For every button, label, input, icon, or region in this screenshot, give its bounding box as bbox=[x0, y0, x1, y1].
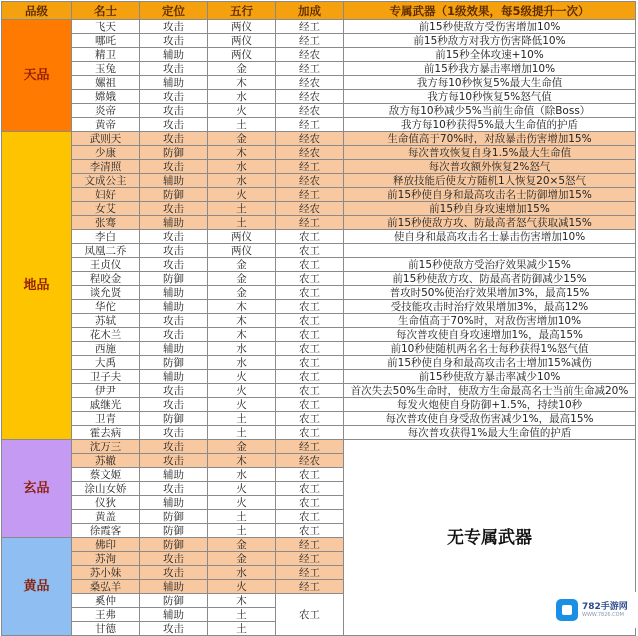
hero-element: 土 bbox=[208, 426, 276, 440]
hero-bonus: 经工 bbox=[276, 62, 344, 76]
hero-role: 辅助 bbox=[140, 216, 208, 230]
no-exclusive-weapon: 无专属武器 bbox=[344, 440, 636, 636]
hero-name: 徐霞客 bbox=[72, 524, 140, 538]
hero-element: 火 bbox=[208, 580, 276, 594]
hero-element: 金 bbox=[208, 132, 276, 146]
table-row bbox=[2, 188, 636, 202]
hero-name: 李白 bbox=[72, 230, 140, 244]
hero-name: 戚继光 bbox=[72, 398, 140, 412]
hero-role: 攻击 bbox=[140, 118, 208, 132]
hero-name: 炎帝 bbox=[72, 104, 140, 118]
hero-bonus: 经农 bbox=[276, 454, 344, 468]
header-name: 名士 bbox=[72, 2, 140, 20]
hero-role: 攻击 bbox=[140, 202, 208, 216]
hero-name: 奚仲 bbox=[72, 594, 140, 608]
exclusive-weapon-effect: 前15秒使敌方暴击率减少10% bbox=[344, 370, 636, 384]
hero-element: 土 bbox=[208, 216, 276, 230]
table-row bbox=[2, 286, 636, 300]
hero-bonus: 经农 bbox=[276, 76, 344, 90]
hero-role: 攻击 bbox=[140, 258, 208, 272]
hero-role: 辅助 bbox=[140, 286, 208, 300]
hero-bonus: 农工 bbox=[276, 230, 344, 244]
hero-role: 辅助 bbox=[140, 496, 208, 510]
table-row bbox=[2, 34, 636, 48]
hero-bonus: 经农 bbox=[276, 90, 344, 104]
table-row bbox=[2, 62, 636, 76]
hero-name: 仪狄 bbox=[72, 496, 140, 510]
hero-bonus: 农工 bbox=[276, 328, 344, 342]
hero-role: 攻击 bbox=[140, 104, 208, 118]
hero-role: 防御 bbox=[140, 524, 208, 538]
exclusive-weapon-effect: 前15秒使敌方受伤害增加10% bbox=[344, 20, 636, 34]
exclusive-weapon-effect: 每次普攻获得1%最大生命值的护盾 bbox=[344, 426, 636, 440]
hero-element: 土 bbox=[208, 622, 276, 636]
hero-bonus: 农工 bbox=[276, 482, 344, 496]
table-row bbox=[2, 202, 636, 216]
hero-element: 土 bbox=[208, 412, 276, 426]
hero-bonus: 经工 bbox=[276, 188, 344, 202]
exclusive-weapon-effect: 每发火炮使自身防御+1.5%，持续10秒 bbox=[344, 398, 636, 412]
table-row bbox=[2, 174, 636, 188]
exclusive-weapon-effect: 普攻时50%使治疗效果增加3%，最高15% bbox=[344, 286, 636, 300]
table-row bbox=[2, 104, 636, 118]
hero-element: 土 bbox=[208, 510, 276, 524]
hero-name: 凤凰二乔 bbox=[72, 244, 140, 258]
header-tier: 品级 bbox=[2, 2, 72, 20]
table-row bbox=[2, 160, 636, 174]
hero-bonus: 经农 bbox=[276, 174, 344, 188]
hero-name: 王贞仪 bbox=[72, 258, 140, 272]
table-row bbox=[2, 20, 636, 34]
header-role: 定位 bbox=[140, 2, 208, 20]
hero-role: 攻击 bbox=[140, 384, 208, 398]
hero-element: 水 bbox=[208, 566, 276, 580]
hero-bonus: 农工 bbox=[276, 286, 344, 300]
hero-element: 水 bbox=[208, 356, 276, 370]
table-row bbox=[2, 412, 636, 426]
exclusive-weapon-effect: 每次普攻额外恢复2%怒气 bbox=[344, 160, 636, 174]
hero-role: 攻击 bbox=[140, 426, 208, 440]
hero-name: 苏洵 bbox=[72, 552, 140, 566]
hero-element: 两仪 bbox=[208, 48, 276, 62]
exclusive-weapon-effect: 我方每10秒恢复5%怒气值 bbox=[344, 90, 636, 104]
hero-role: 攻击 bbox=[140, 90, 208, 104]
hero-role: 辅助 bbox=[140, 342, 208, 356]
hero-name: 卫青 bbox=[72, 412, 140, 426]
hero-element: 金 bbox=[208, 272, 276, 286]
hero-role: 攻击 bbox=[140, 244, 208, 258]
tier-label: 黄品 bbox=[2, 538, 72, 636]
hero-role: 防御 bbox=[140, 272, 208, 286]
table-row bbox=[2, 76, 636, 90]
hero-element: 木 bbox=[208, 146, 276, 160]
hero-role: 攻击 bbox=[140, 34, 208, 48]
hero-bonus: 农工 bbox=[276, 412, 344, 426]
hero-bonus: 经工 bbox=[276, 216, 344, 230]
hero-role: 攻击 bbox=[140, 566, 208, 580]
hero-bonus: 经工 bbox=[276, 34, 344, 48]
hero-role: 攻击 bbox=[140, 552, 208, 566]
hero-role: 攻击 bbox=[140, 314, 208, 328]
table-row bbox=[2, 398, 636, 412]
table-row bbox=[2, 328, 636, 342]
hero-bonus: 农工 bbox=[276, 314, 344, 328]
hero-bonus: 农工 bbox=[276, 244, 344, 258]
hero-name: 苏辙 bbox=[72, 454, 140, 468]
exclusive-weapon-effect: 敌方每10秒减少5%当前生命值（除Boss） bbox=[344, 104, 636, 118]
hero-bonus: 经工 bbox=[276, 118, 344, 132]
hero-name: 哪吒 bbox=[72, 34, 140, 48]
hero-name: 飞天 bbox=[72, 20, 140, 34]
hero-bonus: 农工 bbox=[276, 342, 344, 356]
hero-name: 嫘祖 bbox=[72, 76, 140, 90]
hero-bonus: 农工 bbox=[276, 356, 344, 370]
exclusive-weapon-effect: 每次普攻使自身攻速增加1%，最高15% bbox=[344, 328, 636, 342]
hero-bonus: 农工 bbox=[276, 426, 344, 440]
hero-name: 黄帝 bbox=[72, 118, 140, 132]
table-row bbox=[2, 384, 636, 398]
hero-element: 金 bbox=[208, 552, 276, 566]
hero-bonus: 经农 bbox=[276, 146, 344, 160]
header-bonus: 加成 bbox=[276, 2, 344, 20]
exclusive-weapon-effect: 前15秒全体攻速+10% bbox=[344, 48, 636, 62]
hero-name: 嫦娥 bbox=[72, 90, 140, 104]
hero-bonus: 农工 bbox=[276, 594, 344, 636]
hero-name: 甘德 bbox=[72, 622, 140, 636]
tier-label: 玄品 bbox=[2, 440, 72, 538]
hero-bonus: 经工 bbox=[276, 538, 344, 552]
hero-name: 少康 bbox=[72, 146, 140, 160]
hero-name: 霍去病 bbox=[72, 426, 140, 440]
table-row bbox=[2, 426, 636, 440]
hero-name: 伊尹 bbox=[72, 384, 140, 398]
hero-bonus: 经工 bbox=[276, 160, 344, 174]
exclusive-weapon-effect: 我方每10秒获得5%最大生命值的护盾 bbox=[344, 118, 636, 132]
hero-bonus: 农工 bbox=[276, 524, 344, 538]
hero-element: 水 bbox=[208, 468, 276, 482]
watermark-name: 782手游网 bbox=[582, 602, 628, 612]
hero-role: 防御 bbox=[140, 412, 208, 426]
header-element: 五行 bbox=[208, 2, 276, 20]
hero-element: 金 bbox=[208, 440, 276, 454]
hero-name: 精卫 bbox=[72, 48, 140, 62]
hero-name: 谈允贤 bbox=[72, 286, 140, 300]
hero-element: 火 bbox=[208, 104, 276, 118]
hero-name: 玉兔 bbox=[72, 62, 140, 76]
hero-name: 妇好 bbox=[72, 188, 140, 202]
hero-name: 程咬金 bbox=[72, 272, 140, 286]
hero-bonus: 农工 bbox=[276, 272, 344, 286]
exclusive-weapon-effect: 前15秒使敌方受治疗效果减少15% bbox=[344, 258, 636, 272]
hero-name: 武则天 bbox=[72, 132, 140, 146]
hero-element: 水 bbox=[208, 342, 276, 356]
hero-bonus: 农工 bbox=[276, 384, 344, 398]
table-row bbox=[2, 146, 636, 160]
hero-element: 水 bbox=[208, 174, 276, 188]
hero-role: 攻击 bbox=[140, 440, 208, 454]
header-row bbox=[2, 2, 636, 20]
hero-role: 辅助 bbox=[140, 76, 208, 90]
hero-name: 大禹 bbox=[72, 356, 140, 370]
hero-element: 土 bbox=[208, 608, 276, 622]
hero-element: 火 bbox=[208, 384, 276, 398]
hero-name: 苏小妹 bbox=[72, 566, 140, 580]
hero-role: 防御 bbox=[140, 510, 208, 524]
hero-name: 涂山女娇 bbox=[72, 482, 140, 496]
hero-bonus: 农工 bbox=[276, 496, 344, 510]
table-row bbox=[2, 48, 636, 62]
table-row bbox=[2, 342, 636, 356]
table-row bbox=[2, 118, 636, 132]
tier-label: 天品 bbox=[2, 20, 72, 132]
hero-bonus: 农工 bbox=[276, 510, 344, 524]
hero-bonus: 经工 bbox=[276, 580, 344, 594]
hero-weapon-table bbox=[1, 1, 636, 636]
hero-name: 华佗 bbox=[72, 300, 140, 314]
hero-role: 攻击 bbox=[140, 328, 208, 342]
hero-element: 金 bbox=[208, 286, 276, 300]
table-row bbox=[2, 370, 636, 384]
hero-bonus: 经工 bbox=[276, 20, 344, 34]
table-row bbox=[2, 440, 636, 454]
hero-bonus: 经农 bbox=[276, 202, 344, 216]
hero-element: 金 bbox=[208, 538, 276, 552]
hero-element: 火 bbox=[208, 188, 276, 202]
hero-element: 金 bbox=[208, 258, 276, 272]
exclusive-weapon-effect: 前15秒自身攻速增加15% bbox=[344, 202, 636, 216]
hero-element: 木 bbox=[208, 454, 276, 468]
hero-role: 攻击 bbox=[140, 482, 208, 496]
hero-element: 火 bbox=[208, 482, 276, 496]
hero-role: 辅助 bbox=[140, 468, 208, 482]
hero-role: 辅助 bbox=[140, 370, 208, 384]
exclusive-weapon-effect: 每次普攻恢复自身1.5%最大生命值 bbox=[344, 146, 636, 160]
hero-role: 防御 bbox=[140, 538, 208, 552]
hero-element: 火 bbox=[208, 370, 276, 384]
table-row bbox=[2, 132, 636, 146]
hero-role: 辅助 bbox=[140, 300, 208, 314]
hero-bonus: 农工 bbox=[276, 300, 344, 314]
hero-element: 两仪 bbox=[208, 34, 276, 48]
exclusive-weapon-effect: 每次普攻使自身受敌伤害减少1%，最高15% bbox=[344, 412, 636, 426]
hero-bonus: 经农 bbox=[276, 48, 344, 62]
cube-logo-icon bbox=[556, 599, 578, 621]
exclusive-weapon-effect: 前15秒使敌方攻、防最高者怒气获取减15% bbox=[344, 216, 636, 230]
hero-name: 西施 bbox=[72, 342, 140, 356]
hero-element: 木 bbox=[208, 76, 276, 90]
hero-role: 攻击 bbox=[140, 230, 208, 244]
hero-element: 木 bbox=[208, 328, 276, 342]
hero-name: 女艾 bbox=[72, 202, 140, 216]
hero-element: 两仪 bbox=[208, 230, 276, 244]
hero-role: 攻击 bbox=[140, 398, 208, 412]
hero-name: 佛印 bbox=[72, 538, 140, 552]
hero-role: 辅助 bbox=[140, 580, 208, 594]
hero-bonus: 经农 bbox=[276, 104, 344, 118]
table-row bbox=[2, 314, 636, 328]
hero-role: 攻击 bbox=[140, 160, 208, 174]
hero-element: 木 bbox=[208, 594, 276, 608]
hero-role: 防御 bbox=[140, 356, 208, 370]
hero-element: 火 bbox=[208, 398, 276, 412]
hero-bonus: 经工 bbox=[276, 566, 344, 580]
hero-role: 攻击 bbox=[140, 622, 208, 636]
exclusive-weapon-effect: 首次失去50%生命时，使敌方生命最高名士当前生命减20% bbox=[344, 384, 636, 398]
exclusive-weapon-effect: 生命值高于70%时，对敌暴击伤害增加15% bbox=[344, 132, 636, 146]
hero-bonus: 经工 bbox=[276, 552, 344, 566]
hero-element: 火 bbox=[208, 496, 276, 510]
hero-element: 水 bbox=[208, 90, 276, 104]
hero-role: 防御 bbox=[140, 594, 208, 608]
tier-label: 地品 bbox=[2, 132, 72, 440]
hero-bonus: 农工 bbox=[276, 398, 344, 412]
hero-name: 花木兰 bbox=[72, 328, 140, 342]
hero-element: 木 bbox=[208, 300, 276, 314]
hero-name: 蔡文姬 bbox=[72, 468, 140, 482]
table-row bbox=[2, 230, 636, 244]
table-row bbox=[2, 356, 636, 370]
hero-element: 两仪 bbox=[208, 20, 276, 34]
exclusive-weapon-effect: 释放技能后使友方随机1人恢复20×5怒气 bbox=[344, 174, 636, 188]
exclusive-weapon-effect bbox=[344, 244, 636, 258]
watermark-url: WWW.7826.COM bbox=[582, 612, 624, 618]
hero-element: 土 bbox=[208, 202, 276, 216]
table-row bbox=[2, 300, 636, 314]
table-row bbox=[2, 90, 636, 104]
hero-role: 辅助 bbox=[140, 608, 208, 622]
hero-name: 黄盖 bbox=[72, 510, 140, 524]
hero-element: 金 bbox=[208, 62, 276, 76]
exclusive-weapon-effect: 前10秒使随机两名名士每秒获得1%怒气值 bbox=[344, 342, 636, 356]
hero-name: 张骞 bbox=[72, 216, 140, 230]
hero-role: 防御 bbox=[140, 146, 208, 160]
exclusive-weapon-effect: 前15秒我方暴击率增加10% bbox=[344, 62, 636, 76]
exclusive-weapon-effect: 前15秒使自身和最高攻击名士防御增加15% bbox=[344, 188, 636, 202]
hero-name: 王弗 bbox=[72, 608, 140, 622]
hero-name: 李清照 bbox=[72, 160, 140, 174]
hero-bonus: 经工 bbox=[276, 440, 344, 454]
hero-name: 沈万三 bbox=[72, 440, 140, 454]
hero-element: 土 bbox=[208, 524, 276, 538]
hero-role: 攻击 bbox=[140, 20, 208, 34]
hero-bonus: 农工 bbox=[276, 258, 344, 272]
hero-element: 两仪 bbox=[208, 244, 276, 258]
hero-name: 卫子夫 bbox=[72, 370, 140, 384]
watermark-logo bbox=[556, 592, 636, 628]
table-row bbox=[2, 216, 636, 230]
table-row bbox=[2, 244, 636, 258]
hero-bonus: 经农 bbox=[276, 132, 344, 146]
exclusive-weapon-effect: 使自身和最高攻击名士暴击伤害增加10% bbox=[344, 230, 636, 244]
hero-role: 攻击 bbox=[140, 454, 208, 468]
hero-element: 水 bbox=[208, 160, 276, 174]
hero-name: 苏轼 bbox=[72, 314, 140, 328]
exclusive-weapon-effect: 前15秒使敌方攻、防最高者防御减少15% bbox=[344, 272, 636, 286]
header-weapon: 专属武器（1级效果，每5级提升一次） bbox=[344, 2, 636, 20]
exclusive-weapon-effect: 前15秒敌方对我方伤害降低10% bbox=[344, 34, 636, 48]
hero-role: 攻击 bbox=[140, 132, 208, 146]
hero-bonus: 农工 bbox=[276, 370, 344, 384]
hero-bonus: 农工 bbox=[276, 468, 344, 482]
hero-role: 辅助 bbox=[140, 174, 208, 188]
hero-element: 土 bbox=[208, 118, 276, 132]
hero-element: 木 bbox=[208, 314, 276, 328]
exclusive-weapon-effect: 受技能攻击时治疗效果增加3%，最高12% bbox=[344, 300, 636, 314]
exclusive-weapon-effect: 前15秒使自身和最高攻击名士增加15%减伤 bbox=[344, 356, 636, 370]
table-row bbox=[2, 258, 636, 272]
exclusive-weapon-effect: 我方每10秒恢复5%最大生命值 bbox=[344, 76, 636, 90]
hero-name: 文成公主 bbox=[72, 174, 140, 188]
hero-role: 攻击 bbox=[140, 62, 208, 76]
hero-role: 防御 bbox=[140, 188, 208, 202]
hero-role: 辅助 bbox=[140, 48, 208, 62]
exclusive-weapon-effect: 生命值高于70%时，对敌伤害增加10% bbox=[344, 314, 636, 328]
hero-name: 桑弘羊 bbox=[72, 580, 140, 594]
table-row bbox=[2, 272, 636, 286]
